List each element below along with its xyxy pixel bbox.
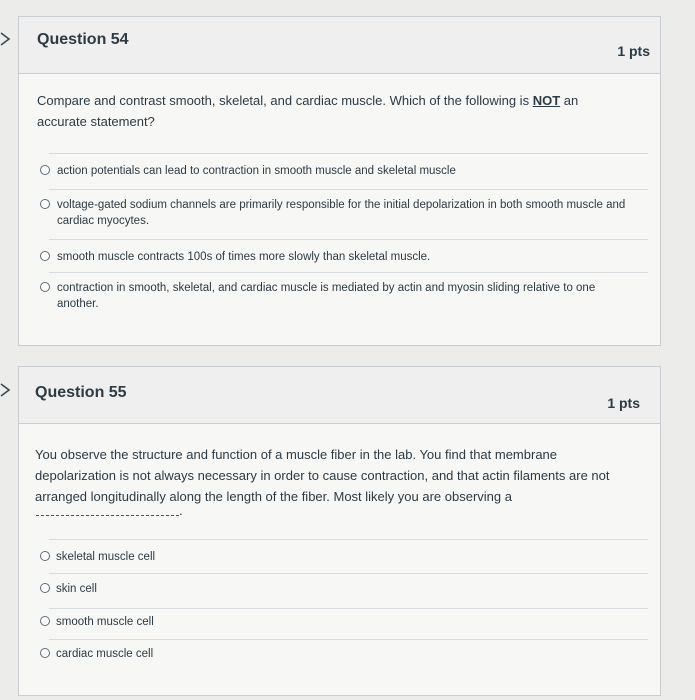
question-points: 1 pts xyxy=(617,43,650,59)
answer-option[interactable] xyxy=(19,539,660,569)
question-card-54 xyxy=(18,16,661,346)
question-flag-arrow-icon[interactable] xyxy=(0,32,12,46)
answer-option[interactable] xyxy=(19,639,660,669)
answer-option[interactable] xyxy=(19,189,660,235)
radio-button[interactable] xyxy=(40,583,50,593)
question-title: Question 54 xyxy=(37,31,129,48)
answer-label: action potentials can lead to contraction in smooth muscle and skeletal muscle xyxy=(57,165,456,177)
question-title: Question 55 xyxy=(35,384,127,401)
radio-button[interactable] xyxy=(40,199,50,209)
question-header xyxy=(19,17,660,74)
answer-label: skin cell xyxy=(56,583,97,595)
question-points: 1 pts xyxy=(607,395,640,411)
radio-button[interactable] xyxy=(40,551,50,561)
answer-option[interactable] xyxy=(19,272,660,318)
answer-label: contraction in smooth, skeletal, and cardiac muscle is mediated by actin and myosin sliding relative to one another. xyxy=(57,282,596,310)
blank-period: . xyxy=(179,503,183,518)
answer-option[interactable] xyxy=(19,608,660,638)
answer-option[interactable] xyxy=(19,153,660,181)
question-card-55 xyxy=(18,366,661,696)
answer-label: voltage-gated sodium channels are primarily responsible for the initial depolarization in both smooth muscle and cardiac myocytes. xyxy=(57,199,626,227)
radio-button[interactable] xyxy=(40,648,50,658)
question-prompt: You observe the structure and function of a muscle fiber in the lab. You find that membrane depolarization is not always necessary in order to cause contraction, and that actin filaments are not arranged longitudinally along the length of the fiber. Most likely you are observing a xyxy=(35,447,610,504)
question-flag-arrow-icon[interactable] xyxy=(0,383,12,397)
radio-button[interactable] xyxy=(40,251,50,261)
answer-label: smooth muscle cell xyxy=(56,616,154,628)
answer-label: skeletal muscle cell xyxy=(56,551,156,563)
answer-label: smooth muscle contracts 100s of times more slowly than skeletal muscle. xyxy=(57,251,431,263)
answer-label: cardiac muscle cell xyxy=(56,648,154,660)
radio-button[interactable] xyxy=(40,282,50,292)
question-header xyxy=(19,367,660,424)
answer-blank xyxy=(36,515,179,516)
radio-button[interactable] xyxy=(40,616,50,626)
answer-option[interactable] xyxy=(19,573,660,603)
question-prompt: Compare and contrast smooth, skeletal, and cardiac muscle. Which of the following is NOT an accurate statement? xyxy=(37,93,579,129)
radio-button[interactable] xyxy=(40,165,50,175)
answer-option[interactable] xyxy=(19,239,660,267)
